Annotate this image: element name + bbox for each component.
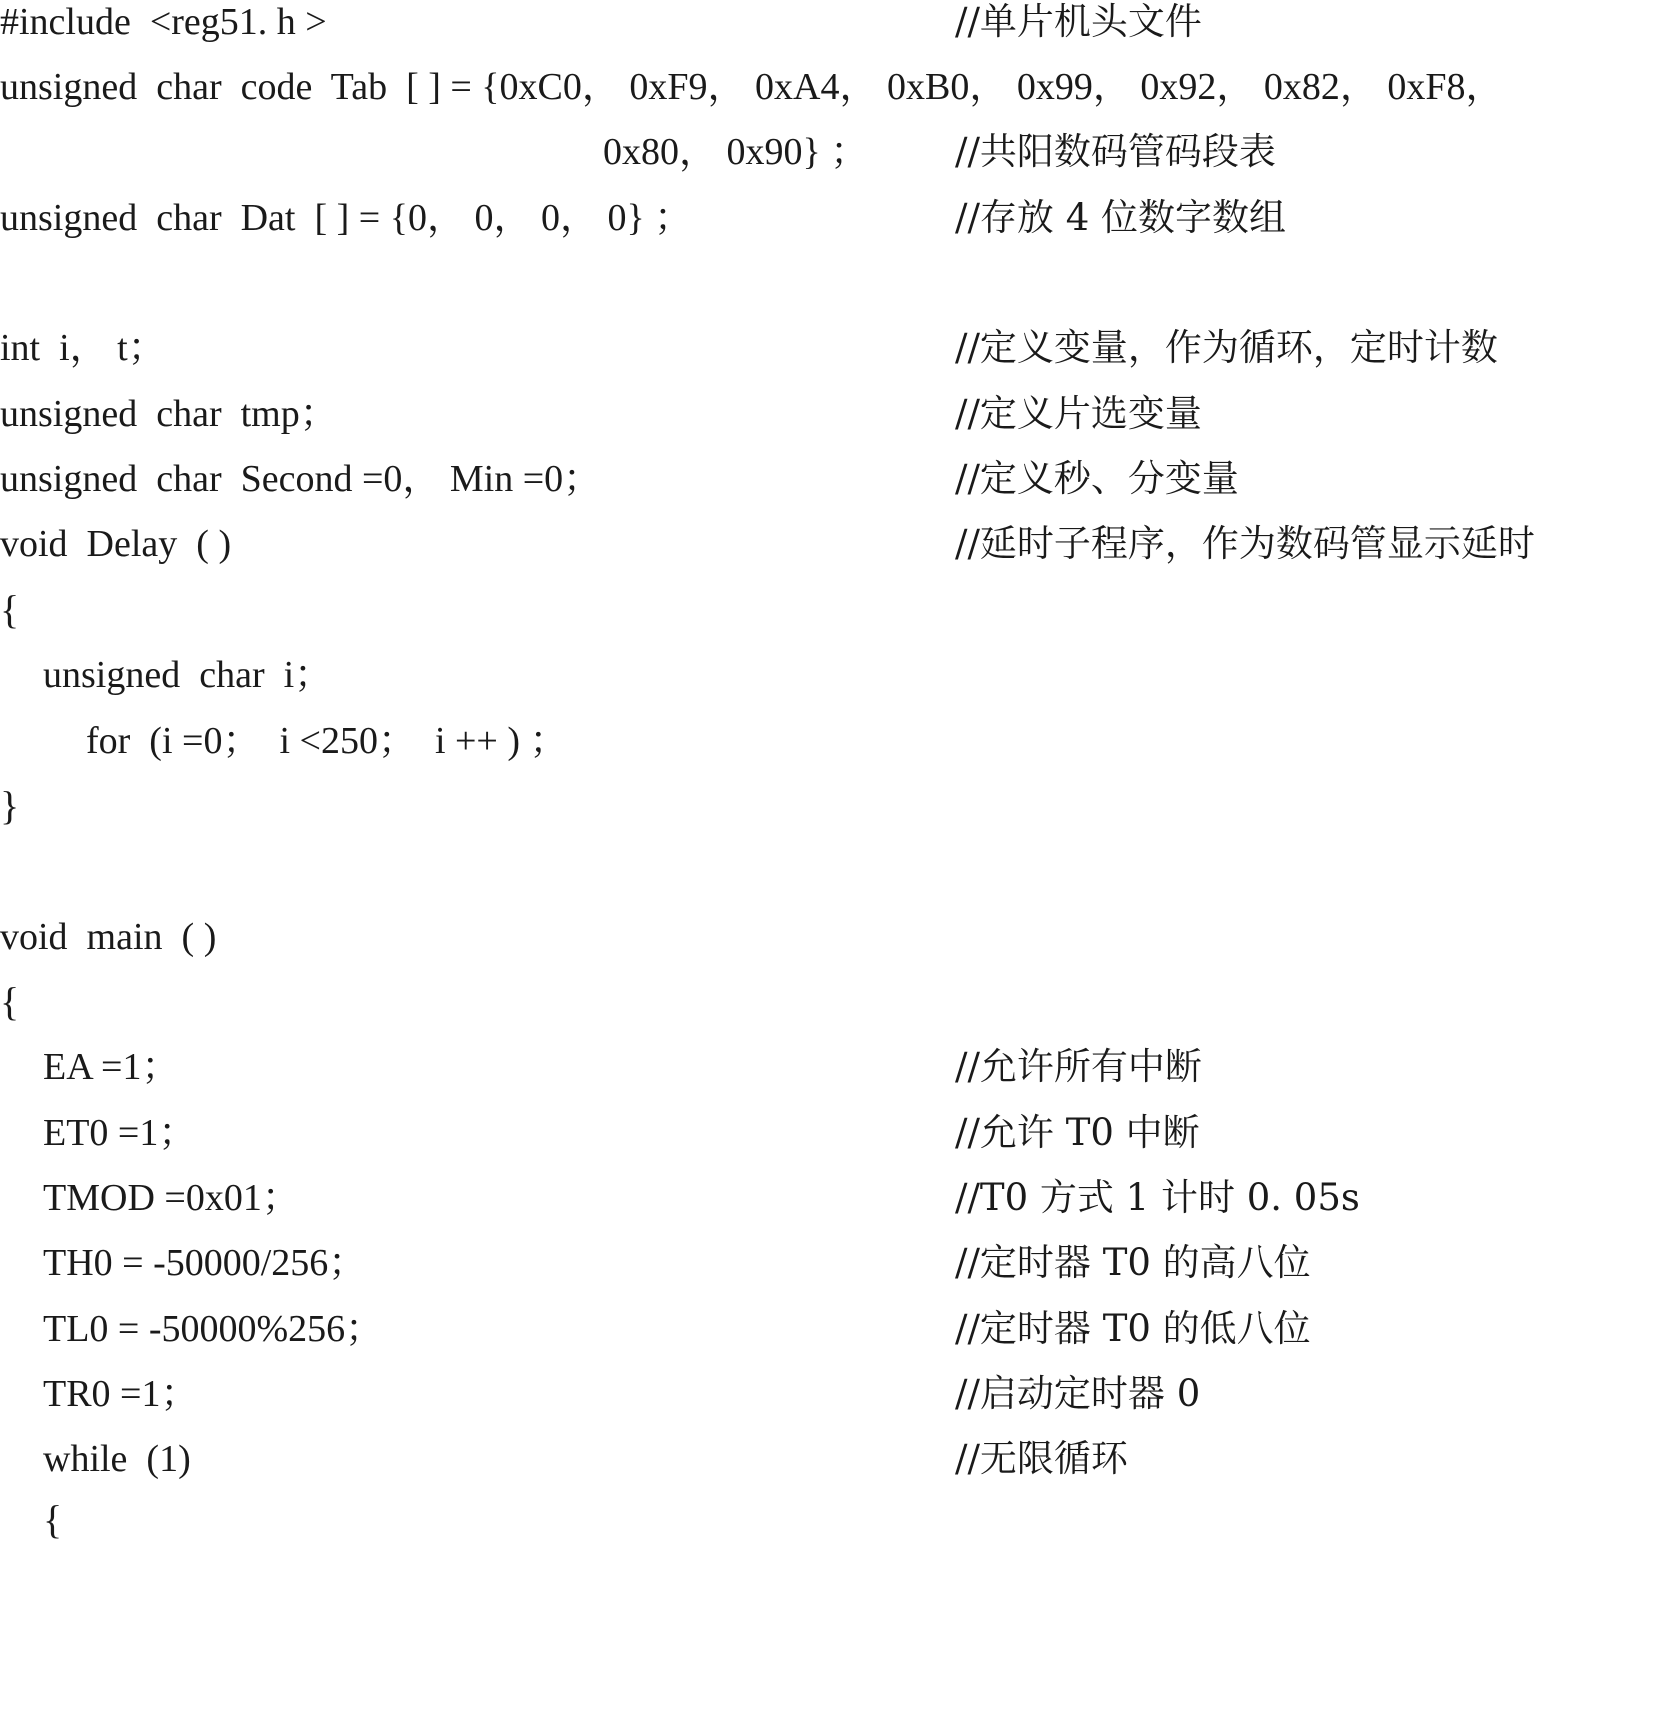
code-line [0, 645, 1654, 705]
code-text: unsigned char i； [43, 654, 333, 696]
code-text: EA =1； [43, 1046, 180, 1088]
code-comment: //定义变量，作为循环，定时计数 [955, 326, 1498, 369]
code-line [0, 449, 1654, 509]
code-text: unsigned char Dat [ ] = {0， 0， 0， 0} ； [0, 197, 693, 239]
code-text: void Delay ( ) [0, 523, 232, 565]
code-line [0, 57, 1654, 117]
code-comment: //存放 4 位数字数组 [955, 196, 1286, 239]
code-text: TH0 = -50000/256； [43, 1242, 367, 1284]
code-comment: //T0 方式 1 计时 0. 05s [955, 1176, 1360, 1219]
code-text: void main ( ) [0, 916, 217, 958]
code-line [0, 1299, 1654, 1359]
code-line [0, 776, 1654, 836]
code-comment: //定义片选变量 [955, 392, 1202, 435]
code-line [0, 1429, 1654, 1489]
code-comment: //定义秒、分变量 [955, 457, 1239, 500]
code-comment: //允许 T0 中断 [955, 1111, 1200, 1154]
code-text: TR0 =1； [43, 1373, 199, 1415]
code-comment: //单片机头文件 [955, 0, 1202, 43]
code-line [0, 580, 1654, 640]
code-line [0, 1364, 1654, 1424]
code-text: ET0 =1； [43, 1112, 197, 1154]
code-text: unsigned char tmp； [0, 393, 338, 435]
code-line [0, 0, 1654, 52]
code-text: 0x80， 0x90} ； [603, 131, 869, 173]
code-text: TL0 = -50000%256； [43, 1308, 384, 1350]
code-line [0, 253, 1654, 313]
code-comment: //启动定时器 0 [955, 1372, 1201, 1415]
code-line [0, 384, 1654, 444]
close-brace: } [0, 783, 20, 828]
open-brace: { [0, 587, 20, 632]
code-line [0, 1233, 1654, 1293]
open-brace: { [0, 979, 20, 1024]
code-comment: //延时子程序，作为数码管显示延时 [955, 522, 1535, 565]
code-text: TMOD =0x01； [43, 1177, 300, 1219]
code-comment: //定时器 T0 的高八位 [955, 1241, 1311, 1284]
code-line [0, 1490, 1654, 1550]
code-line [0, 1037, 1654, 1097]
code-line [0, 514, 1654, 574]
open-brace: { [43, 1497, 63, 1542]
code-line [0, 907, 1654, 967]
code-text: unsigned char Second =0， Min =0； [0, 458, 602, 500]
code-line [0, 1168, 1654, 1228]
code-comment: //无限循环 [955, 1437, 1128, 1480]
code-line [0, 711, 1654, 771]
code-comment: //共阳数码管码段表 [955, 130, 1276, 173]
code-line [0, 188, 1654, 248]
code-line [0, 318, 1654, 378]
code-text: #include <reg51. h > [0, 1, 327, 43]
code-text: while (1) [43, 1438, 191, 1480]
code-comment: //定时器 T0 的低八位 [955, 1307, 1311, 1350]
code-line [0, 841, 1654, 901]
code-line [0, 972, 1654, 1032]
code-text: for (i =0； i <250； i ++ ) ； [86, 720, 568, 762]
code-text: unsigned char code Tab [ ] = {0xC0， 0xF9， 0xA4， 0xB0， 0x99， 0x92， 0x82， 0xF8， [0, 66, 1504, 108]
code-text: int i， t； [0, 327, 166, 369]
code-line [0, 122, 1654, 182]
code-comment: //允许所有中断 [955, 1045, 1202, 1088]
code-line [0, 1103, 1654, 1163]
